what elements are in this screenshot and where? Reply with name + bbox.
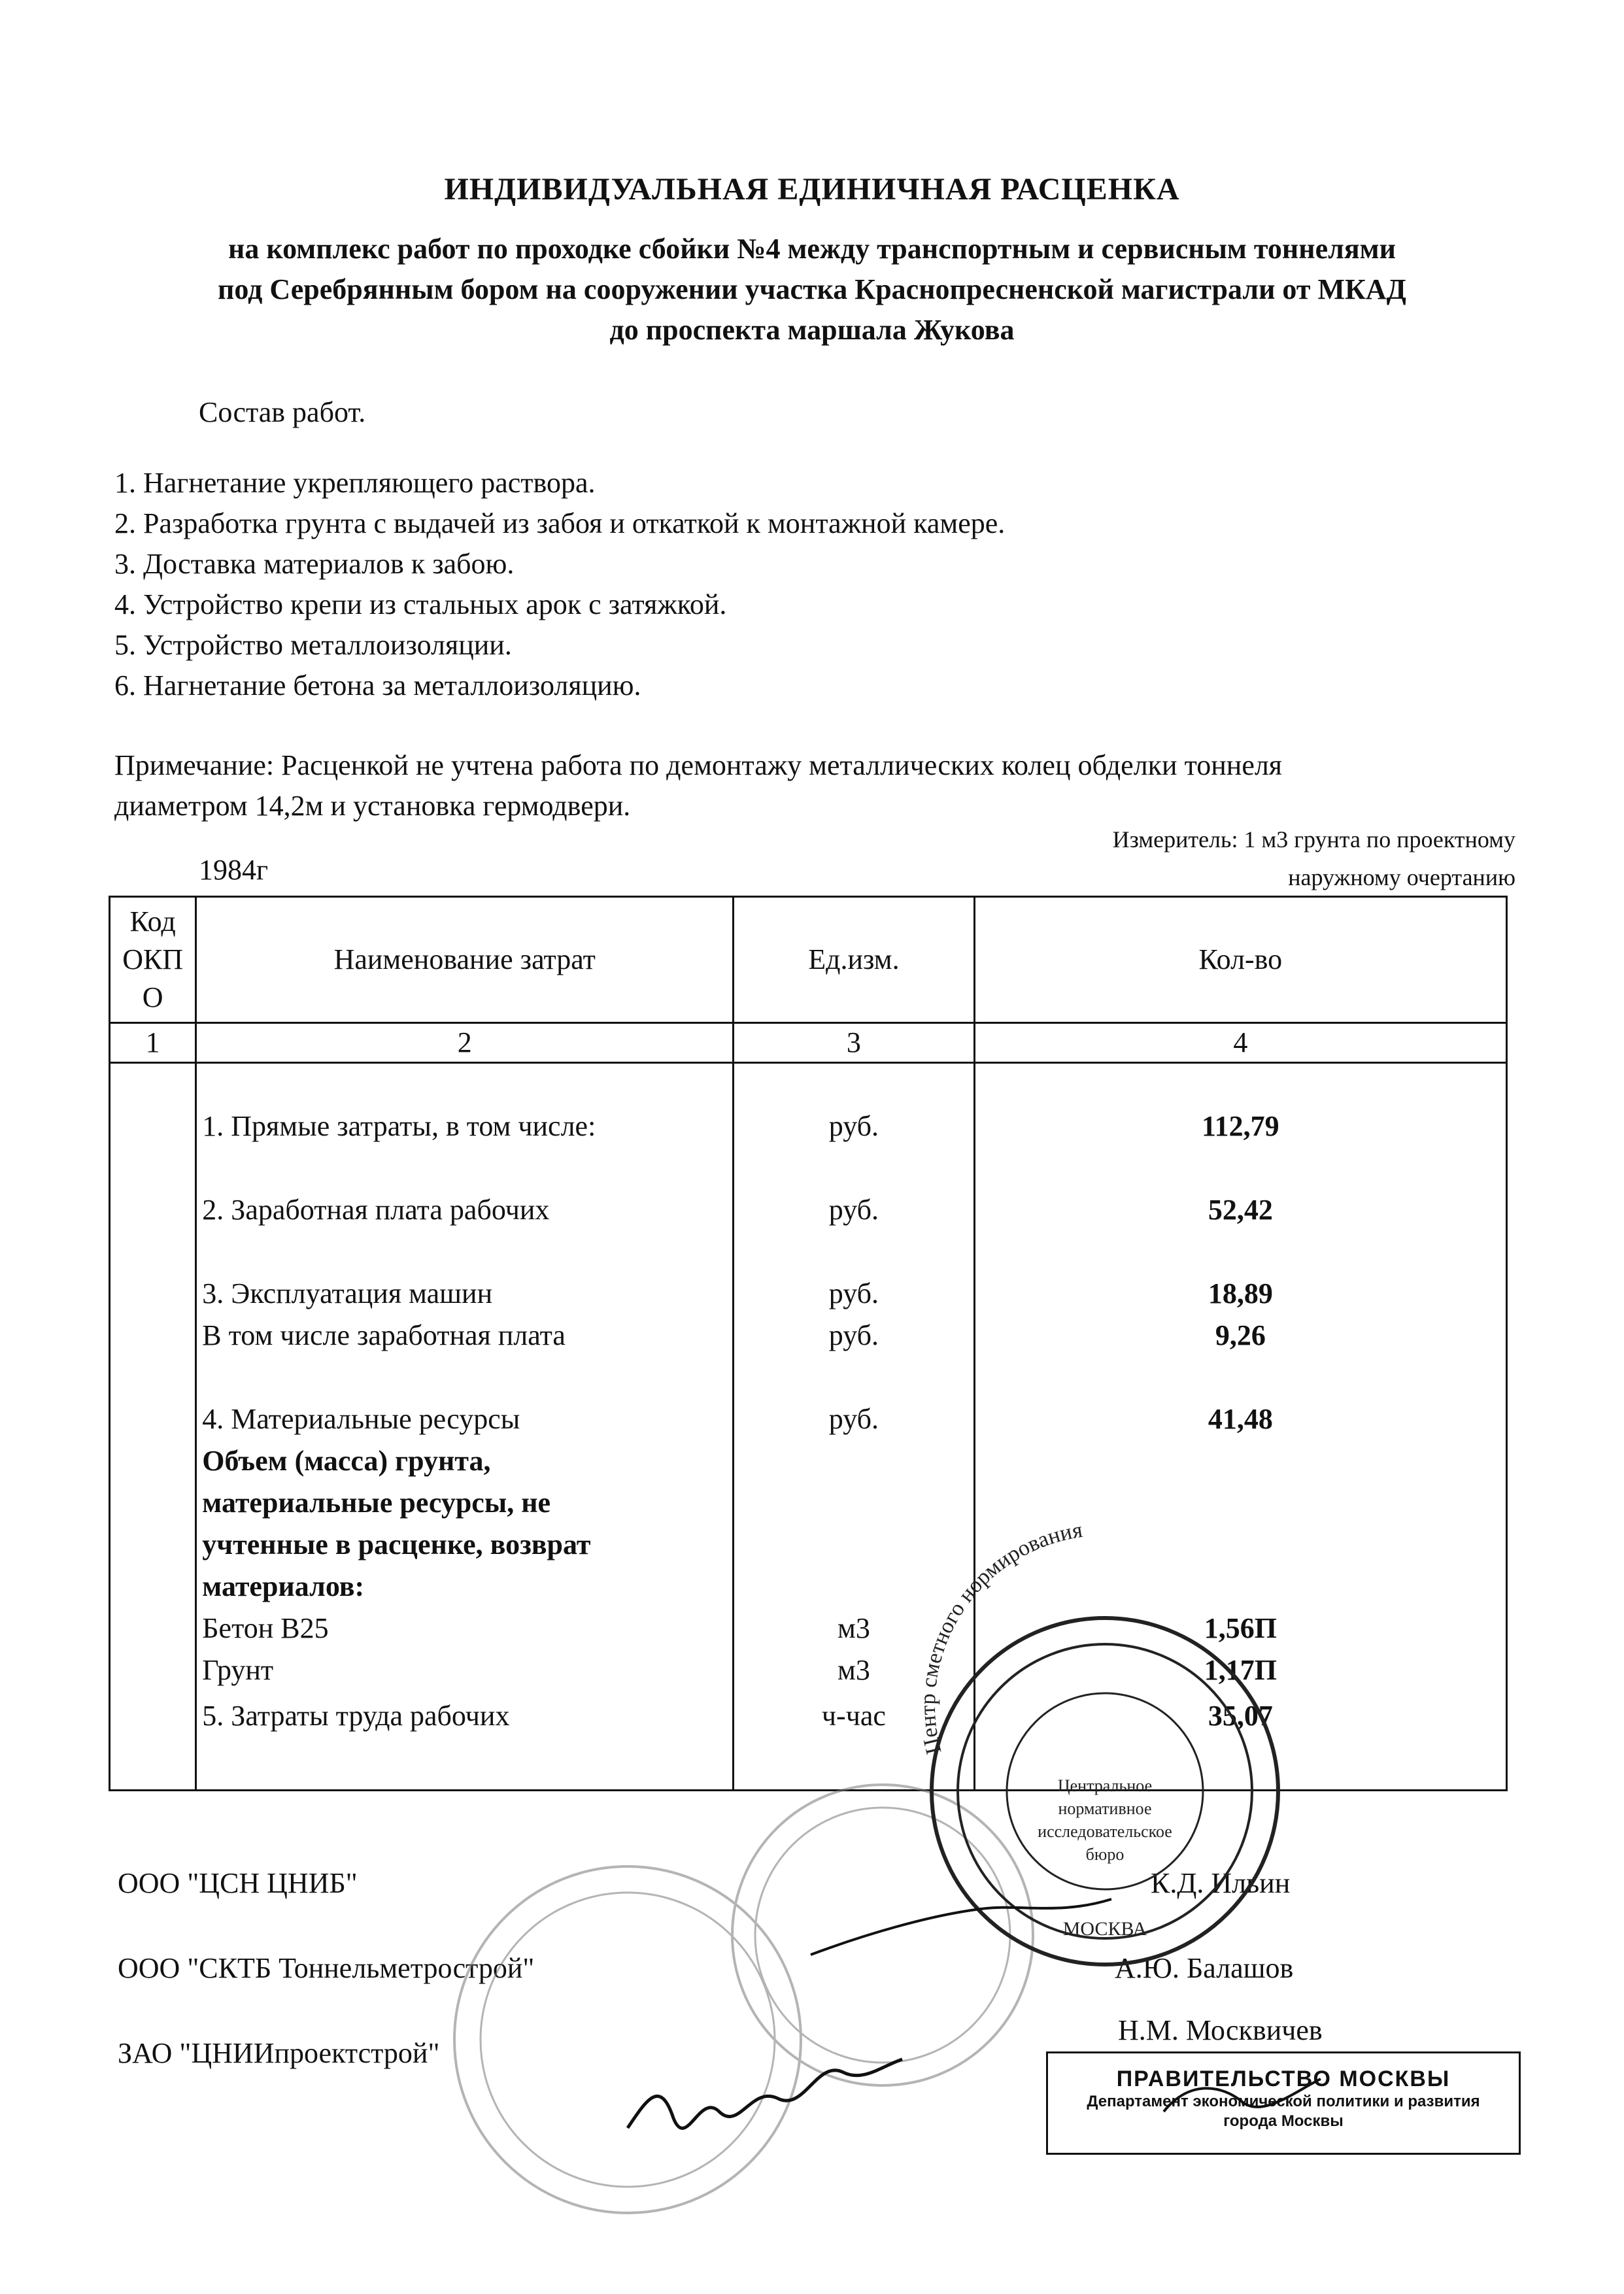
cost-name-bold: Объем (масса) грунта, [202,1445,491,1477]
cost-unit: руб. [828,1403,879,1435]
table-header-row [110,897,1507,1023]
works-list [114,463,1005,706]
cost-qty: 1,56П [1204,1612,1277,1644]
government-stamp-title: ПРАВИТЕЛЬСТВО МОСКВЫ [1116,2066,1451,2091]
col-number: 2 [196,1023,734,1063]
stamp-inner-line: нормативное [1058,1799,1152,1818]
signature-person: Н.М. Москвичев [1118,2014,1323,2046]
header-code-line: О [142,981,163,1013]
subtitle-line-1: на комплекс работ по проходке сбойки №4 между транспортным и сервисным тоннелями [228,233,1396,265]
cost-name: Грунт [202,1654,274,1686]
col-number: 4 [974,1023,1506,1063]
signature-person: К.Д. Ильин [1151,1867,1291,1899]
cost-unit: м3 [837,1654,870,1686]
cost-unit: ч-час [821,1700,886,1732]
works-item: 4. Устройство крепи из стальных арок с затяжкой. [114,588,727,620]
cost-name-bold: учтенные в расценке, возврат [202,1528,591,1560]
cost-qty: 112,79 [1202,1110,1279,1142]
qty-cell [974,1063,1506,1791]
cost-qty: 52,42 [1208,1194,1273,1226]
stamp-inner-line: исследовательское [1038,1822,1172,1841]
cost-name: 4. Материальные ресурсы [202,1403,520,1435]
year: 1984г [199,854,269,886]
cost-unit: м3 [837,1612,870,1644]
works-heading: Состав работ. [199,396,366,428]
cost-table [109,896,1508,1791]
cost-unit: руб. [828,1277,879,1309]
cost-unit: руб. [828,1110,879,1142]
name-cell [196,1063,734,1791]
cost-unit: руб. [828,1194,879,1226]
table-body-row [110,1063,1507,1791]
header-code-line: Код [129,905,176,937]
cost-qty: 1,17П [1204,1654,1277,1686]
stamp-inner-line: Центральное [1057,1776,1153,1795]
header-name: Наименование затрат [196,897,734,1023]
stamp-city: МОСКВА [1062,1918,1147,1940]
cost-name-bold: материалов: [202,1570,365,1602]
subtitle-line-2: под Серебрянным бором на сооружении участка Краснопресненской магистрали от МКАД [218,273,1406,305]
document-title: ИНДИВИДУАЛЬНАЯ ЕДИНИЧНАЯ РАСЦЕНКА [444,172,1180,207]
works-item: 2. Разработка грунта с выдачей из забоя и откаткой к монтажной камере. [114,507,1006,539]
col-number: 3 [734,1023,975,1063]
header-code-line: ОКП [122,943,184,975]
unit-cell [734,1063,975,1791]
works-item: 6. Нагнетание бетона за металлоизоляцию. [114,669,641,701]
table-number-row [110,1023,1507,1063]
works-item: 3. Доставка материалов к забою. [114,548,515,580]
cost-name: Бетон В25 [202,1612,329,1644]
header-code [110,897,196,1023]
cost-unit: руб. [828,1319,879,1351]
signature-person: А.Ю. Балашов [1115,1952,1294,1984]
signature-org: ООО "ЦСН ЦНИБ" [118,1867,358,1899]
signature-org: ЗАО "ЦНИИпроектстрой" [118,2037,440,2069]
meter-line-1: Измеритель: 1 м3 грунта по проектному [1112,826,1515,852]
works-item: 5. Устройство металлоизоляции. [114,629,512,661]
note-line-1: Примечание: Расценкой не учтена работа по демонтажу металлических колец обделки тоннеля [114,749,1283,781]
signature-org: ООО "СКТБ Тоннельметрострой" [118,1952,535,1984]
handwritten-signature [811,1899,1111,1955]
header-unit: Ед.изм. [734,897,975,1023]
cost-name: В том числе заработная плата [202,1319,566,1351]
faint-round-stamp [454,1785,1033,2213]
stamp-inner-line: бюро [1085,1845,1125,1864]
cost-qty: 35,07 [1208,1700,1273,1732]
code-cell [110,1063,196,1791]
note [114,745,1282,826]
cost-qty: 41,48 [1208,1403,1273,1435]
note-line-2: диаметром 14,2м и установка гермодвери. [114,790,631,822]
meter-line-2: наружному очертанию [1288,864,1515,890]
government-stamp-line: Департамент экономической политики и развития [1087,2093,1480,2110]
government-stamp-line: города Москвы [1223,2112,1344,2130]
handwritten-signature [628,2059,902,2128]
header-qty: Кол-во [974,897,1506,1023]
cost-name: 5. Затраты труда рабочих [202,1700,510,1732]
cost-qty: 18,89 [1208,1277,1273,1309]
round-stamp-text: Центр сметного нормирования [915,1517,1085,1757]
cost-name-bold: материальные ресурсы, не [202,1487,551,1519]
government-stamp [1046,2051,1521,2155]
subtitle-line-3: до проспекта маршала Жукова [609,314,1015,346]
cost-name: 1. Прямые затраты, в том числе: [202,1110,596,1142]
cost-name: 2. Заработная плата рабочих [202,1194,550,1226]
col-number: 1 [110,1023,196,1063]
works-item: 1. Нагнетание укрепляющего раствора. [114,467,596,499]
cost-qty: 9,26 [1215,1319,1266,1351]
cost-name: 3. Эксплуатация машин [202,1277,493,1309]
